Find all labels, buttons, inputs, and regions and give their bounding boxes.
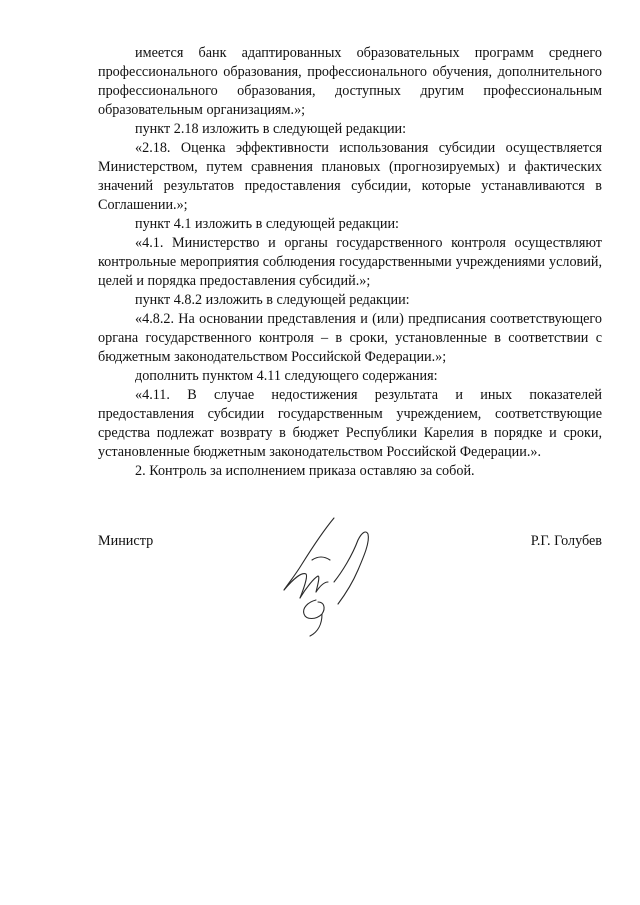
signatory-title: Министр — [98, 533, 154, 549]
handwritten-signature — [272, 512, 382, 642]
paragraph-item-4-1-text: «4.1. Министерство и органы государственного контроля осуществляют контрольные мероприятия соблюдения государственными учреждениями условий, целей и порядка предоставления субсидий.»; — [98, 235, 602, 289]
paragraph-item-4-11-text: «4.11. В случае недостижения результата и иных показателей предоставления субсидии государственным учреждением, соответствующие средства подлежат возврату в бюджет Республики Карелия в порядке и сроки, установленные бюджетным законодательством Российской Федерации.». — [98, 387, 602, 460]
paragraph-item-4-8-2-intro: пункт 4.8.2 изложить в следующей редакции: — [135, 292, 410, 308]
paragraph-item-4-11-intro: дополнить пунктом 4.11 следующего содержания: — [135, 368, 438, 384]
signatory-name: Р.Г. Голубев — [530, 533, 602, 549]
document-body — [98, 44, 602, 481]
paragraph-item-4-1-intro: пункт 4.1 изложить в следующей редакции: — [135, 216, 399, 232]
paragraph-item-2-18-intro: пункт 2.18 изложить в следующей редакции: — [135, 121, 407, 137]
paragraph-bank-programs: имеется банк адаптированных образовательных программ среднего профессионального образования, профессионального обучения, дополнительного профессионального образования, доступных другим профессиональным образовательным организациям.»; — [98, 45, 602, 118]
paragraph-item-2-18-text: «2.18. Оценка эффективности использования субсидии осуществляется Министерством, путем сравнения плановых (прогнозируемых) и фактических значений результатов предоставления субсидии, которые устанавливаются в Соглашении.»; — [98, 140, 602, 213]
paragraph-control-clause: 2. Контроль за исполнением приказа оставляю за собой. — [135, 463, 475, 479]
paragraph-item-4-8-2-text: «4.8.2. На основании представления и (или) предписания соответствующего органа государственного контроля – в сроки, установленные в соответствии с бюджетным законодательством Российской Федерации.»; — [98, 311, 602, 365]
